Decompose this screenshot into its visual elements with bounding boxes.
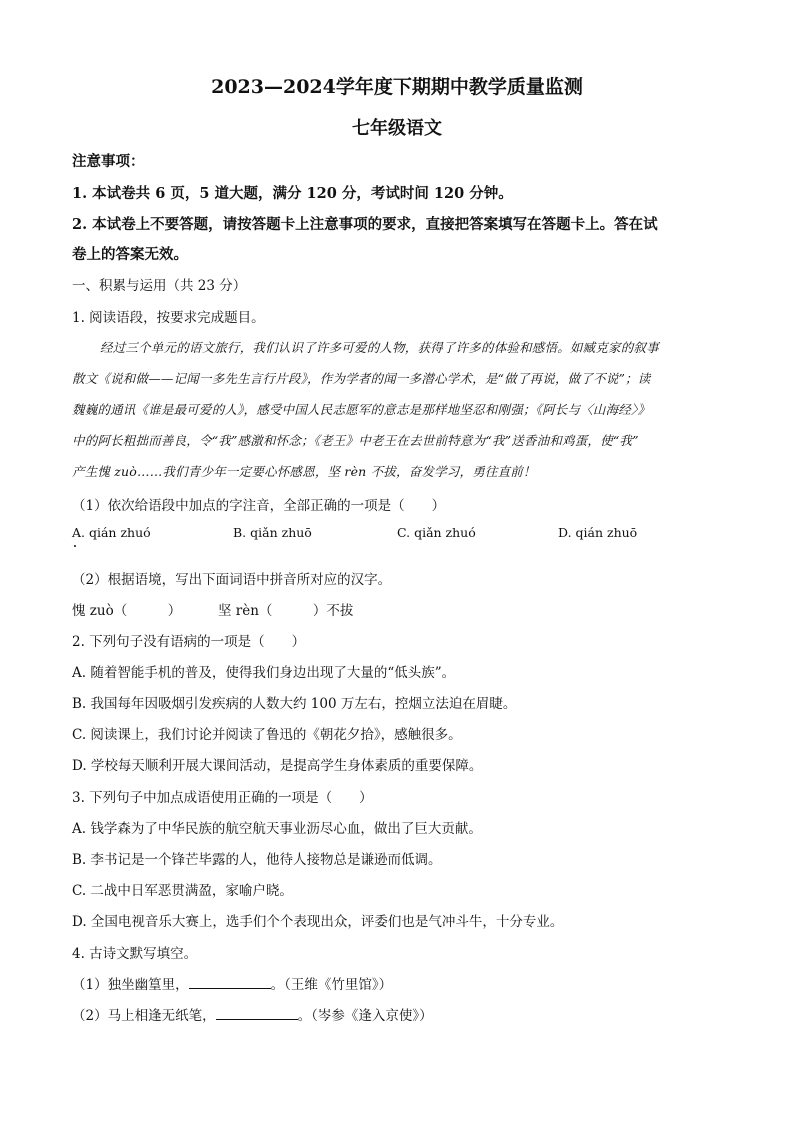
notice-item-1: 1. 本试卷共 6 页，5 道大题，满分 120 分，考试时间 120 分钟。 xyxy=(72,185,513,202)
answer-blank-1[interactable] xyxy=(189,988,271,989)
question-2-option-b: B. 我国每年因吸烟引发疾病的人数大约 100 万左右，控烟立法迫在眉睫。 xyxy=(72,696,517,712)
passage-line-4: 中的阿长粗拙而善良，令“我”感激和怀念；《老王》中老王在去世前特意为“我”送香油和鸡蛋，使“我” xyxy=(72,433,639,448)
question-1-2-word-2: 坚 rèn（ ）不拔 xyxy=(218,603,354,619)
question-4-stem: 4. 古诗文默写填空。 xyxy=(72,946,198,962)
question-1-1-option-a: A. qián zhuó xyxy=(72,525,151,540)
question-4-line-1-suffix: 。（王维《竹里馆》） xyxy=(270,977,393,993)
question-1-2-word-1: 愧 zuò（ ） xyxy=(72,603,182,619)
passage-line-1: 经过三个单元的语文旅行，我们认识了许多可爱的人物，获得了许多的体验和感悟。如臧克家的叙事 xyxy=(100,340,659,355)
question-2-option-a: A. 随着智能手机的普及，使得我们身边出现了大量的“低头族”。 xyxy=(72,665,456,681)
question-1-stem: 1. 阅读语段，按要求完成题目。 xyxy=(72,310,265,326)
question-3-option-a: A. 钱学森为了中华民族的航空航天事业沥尽心血，做出了巨大贡献。 xyxy=(72,821,482,837)
question-1-1-option-d: D. qián zhuō xyxy=(558,525,638,540)
question-1-2-stem: （2）根据语境，写出下面词语中拼音所对应的汉字。 xyxy=(72,572,392,588)
question-2-stem: 2. 下列句子没有语病的一项是（ ） xyxy=(72,634,306,650)
passage-line-5: 产生愧 zuò……我们青少年一定要心怀感恩，坚 rèn 不拔，奋发学习，勇往直前！ xyxy=(72,464,536,479)
question-3-stem: 3. 下列句子中加点成语使用正确的一项是（ ） xyxy=(72,790,373,806)
question-4-line-2 xyxy=(72,1004,433,1024)
question-2-option-c: C. 阅读课上，我们讨论并阅读了鲁迅的《朝花夕拾》，感触很多。 xyxy=(72,727,462,743)
question-3-option-c: C. 二战中日军恶贯满盈，家喻户晓。 xyxy=(72,883,293,899)
notice-item-2-line-1: 2. 本试卷上不要答题，请按答题卡上注意事项的要求，直接把答案填写在答题卡上。答在试 xyxy=(72,216,658,233)
question-2-option-d: D. 学校每天顺利开展大课间活动，是提高学生身体素质的重要保障。 xyxy=(72,758,483,774)
exam-subtitle: 七年级语文 xyxy=(352,118,442,139)
section-heading: 一、积累与运用（共 23 分） xyxy=(72,278,247,294)
exam-title: 2023—2024学年度下期期中教学质量监测 xyxy=(211,76,583,98)
question-4-line-1 xyxy=(72,973,392,993)
question-3-option-d: D. 全国电视音乐大赛上，选手们个个表现出众，评委们也是气冲斗牛，十分专业。 xyxy=(72,914,564,930)
answer-blank-2[interactable] xyxy=(216,1019,298,1020)
question-3-option-b: B. 李书记是一个锋芒毕露的人，他待人接物总是谦逊而低调。 xyxy=(72,852,442,868)
notice-heading: 注意事项： xyxy=(72,153,145,170)
question-1-1-option-b: B. qiǎn zhuō xyxy=(233,525,312,540)
question-1-1-option-c: C. qiǎn zhuó xyxy=(397,525,476,540)
question-4-line-1-prefix: （1）独坐幽篁里， xyxy=(72,977,189,993)
question-4-line-2-suffix: 。（岑参《逢入京使》） xyxy=(297,1008,433,1024)
passage-line-2: 散文《说和做——记闻一多先生言行片段》，作为学者的闻一多潜心学术，是“做了再说，做了不说”；读 xyxy=(72,371,651,386)
emphasis-dot xyxy=(74,545,76,547)
passage-line-3: 魏巍的通讯《谁是最可爱的人》，感受中国人民志愿军的意志是那样地坚忍和刚强；《阿长与〈山海经〉》 xyxy=(72,402,651,417)
question-1-1-stem: （1）依次给语段中加点的字注音，全部正确的一项是（ ） xyxy=(72,498,446,514)
notice-item-2-line-2: 卷上的答案无效。 xyxy=(72,246,188,263)
question-4-line-2-prefix: （2）马上相逢无纸笔， xyxy=(72,1008,216,1024)
